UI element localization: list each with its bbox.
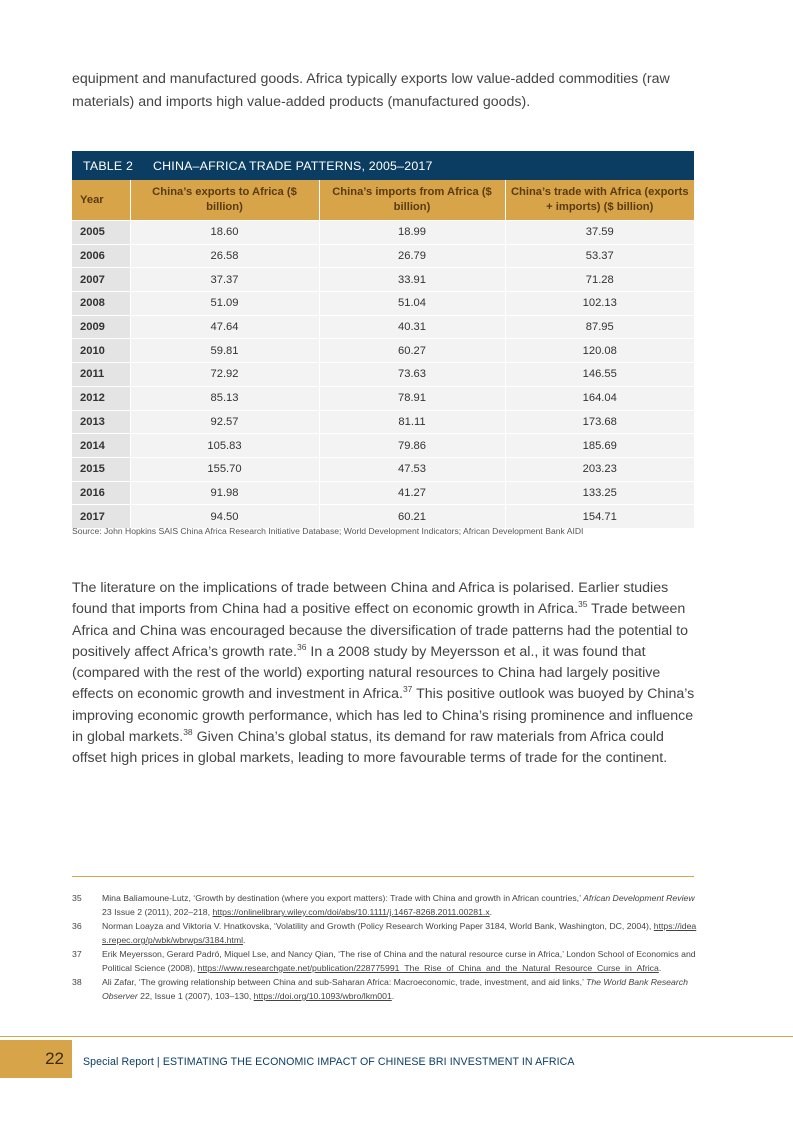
footnote-number: 37 <box>72 949 82 959</box>
body-text <box>72 578 702 770</box>
value-cell: 51.09 <box>130 292 319 316</box>
footnote-divider <box>72 876 694 877</box>
intro-text: equipment and manufactured goods. Africa typically exports low value-added commodities (raw materials) and imports high value-added products (manufactured goods). <box>72 71 670 110</box>
value-cell: 59.81 <box>130 339 319 363</box>
body-sentence-2: Trade between Africa and China was encouraged because the diversification of trade patterns had the potential to positively affect Africa’s growth rate. <box>72 601 688 660</box>
year-cell: 2005 <box>72 221 130 245</box>
year-cell: 2006 <box>72 244 130 268</box>
table-row <box>72 292 694 316</box>
table-row <box>72 363 694 387</box>
value-cell: 47.53 <box>319 457 505 481</box>
header-year: Year <box>72 180 130 221</box>
value-cell: 60.27 <box>319 339 505 363</box>
value-cell: 203.23 <box>505 457 694 481</box>
value-cell: 37.59 <box>505 221 694 245</box>
value-cell: 105.83 <box>130 434 319 458</box>
table-row <box>72 244 694 268</box>
year-cell: 2014 <box>72 434 130 458</box>
year-cell: 2012 <box>72 386 130 410</box>
footnote <box>72 891 697 919</box>
footnote-link[interactable]: https://doi.org/10.1093/wbro/lkm001 <box>253 991 392 1001</box>
footnote-link[interactable]: https://onlinelibrary.wiley.com/doi/abs/10.1111/j.1467-8268.2011.00281.x <box>212 907 490 917</box>
value-cell: 155.70 <box>130 457 319 481</box>
footnote-text: 22, Issue 1 (2007), 103–130, <box>137 991 254 1001</box>
value-cell: 85.13 <box>130 386 319 410</box>
footnote-text: Mina Baliamoune-Lutz, ‘Growth by destination (where you export matters): Trade with China and growth in African countries,’ <box>102 893 584 903</box>
value-cell: 73.63 <box>319 363 505 387</box>
footnote-number: 36 <box>72 921 82 931</box>
value-cell: 120.08 <box>505 339 694 363</box>
value-cell: 102.13 <box>505 292 694 316</box>
body-sentence-3: In a 2008 study by Meyersson et al., it was found that (compared with the rest of the world) exporting natural resources to China had largely positive effects on economic growth and investment in Africa. <box>72 643 661 703</box>
footnote <box>72 947 697 975</box>
value-cell: 51.04 <box>319 292 505 316</box>
body-sentence-5: Given China’s global status, its demand for raw materials from Africa could offset high prices in global markets, leading to more favourable terms of trade for the continent. <box>72 729 668 767</box>
year-cell: 2008 <box>72 292 130 316</box>
table-source: Source: John Hopkins SAIS China Africa Research Initiative Database; World Development Indicators; African Development Bank AIDI <box>72 526 584 536</box>
footnote-text: 23 Issue 2 (2011), 202–218, <box>102 907 213 917</box>
value-cell: 18.60 <box>130 221 319 245</box>
value-cell: 18.99 <box>319 221 505 245</box>
table-row <box>72 386 694 410</box>
footer-divider <box>0 1036 793 1037</box>
intro-paragraph <box>72 68 712 114</box>
year-cell: 2011 <box>72 363 130 387</box>
value-cell: 78.91 <box>319 386 505 410</box>
table-caption-bar <box>72 151 694 180</box>
value-cell: 87.95 <box>505 315 694 339</box>
value-cell: 26.58 <box>130 244 319 268</box>
table-row <box>72 221 694 245</box>
table-row <box>72 339 694 363</box>
footnotes <box>72 891 697 1003</box>
footnote-link[interactable]: https://ideas.repec.org/p/wbk/wbrwps/3184.html <box>102 921 697 945</box>
footnote-ref-37[interactable]: 37 <box>402 684 413 695</box>
value-cell: 41.27 <box>319 481 505 505</box>
body-sentence-4: This positive outlook was buoyed by China’s improving economic growth performance, which has led to China’s rising prominence and influence in global markets. <box>72 686 695 746</box>
value-cell: 81.11 <box>319 410 505 434</box>
table-number: TABLE 2 <box>83 158 134 173</box>
table-row <box>72 410 694 434</box>
footnote-ref-36[interactable]: 36 <box>297 641 307 652</box>
value-cell: 72.92 <box>130 363 319 387</box>
table-row <box>72 505 694 528</box>
value-cell: 33.91 <box>319 268 505 292</box>
year-cell: 2015 <box>72 457 130 481</box>
table-row <box>72 315 694 339</box>
value-cell: 94.50 <box>130 505 319 528</box>
page-number: 22 <box>0 1040 72 1078</box>
year-cell: 2016 <box>72 481 130 505</box>
value-cell: 185.69 <box>505 434 694 458</box>
value-cell: 164.04 <box>505 386 694 410</box>
body-sentence-1: The literature on the implications of trade between China and Africa is polarised. Earlier studies found that imports from China had a positive effect on economic growth in Africa. <box>72 580 669 618</box>
value-cell: 173.68 <box>505 410 694 434</box>
value-cell: 37.37 <box>130 268 319 292</box>
header-total-trade: China’s trade with Africa (exports + imports) ($ billion) <box>505 180 694 221</box>
footnote-text: Ali Zafar, ‘The growing relationship between China and sub-Saharan Africa: Macroeconomic, trade, investment, and aid links,’ <box>102 977 587 987</box>
value-cell: 91.98 <box>130 481 319 505</box>
table-row <box>72 434 694 458</box>
value-cell: 154.71 <box>505 505 694 528</box>
footnote-link[interactable]: https://www.researchgate.net/publication/228775991_The_Rise_of_China_and_the_Natural_Resource_Curse_in_Africa <box>197 963 659 973</box>
value-cell: 47.64 <box>130 315 319 339</box>
table-header-row <box>72 180 694 221</box>
footnote <box>72 919 697 947</box>
footnote-ref-38[interactable]: 38 <box>183 727 193 738</box>
trade-table <box>72 151 694 528</box>
footnote-journal: The World Bank Research Observer <box>102 977 688 1001</box>
year-cell: 2009 <box>72 315 130 339</box>
year-cell: 2013 <box>72 410 130 434</box>
footnote-text: Norman Loayza and Viktoria V. Hnatkovska, ‘Volatility and Growth (Policy Research Working Paper 3184, World Bank, Washington, DC, 2004), <box>102 921 654 931</box>
header-exports: China’s exports to Africa ($ billion) <box>130 180 319 221</box>
year-cell: 2010 <box>72 339 130 363</box>
footnote-text: . <box>391 991 395 1001</box>
footnote-text: . <box>243 935 246 945</box>
value-cell: 26.79 <box>319 244 505 268</box>
footnote-number: 35 <box>72 893 82 903</box>
value-cell: 146.55 <box>505 363 694 387</box>
table-row <box>72 457 694 481</box>
year-cell: 2007 <box>72 268 130 292</box>
value-cell: 92.57 <box>130 410 319 434</box>
value-cell: 79.86 <box>319 434 505 458</box>
trade-data-table <box>72 180 694 528</box>
table-row <box>72 268 694 292</box>
value-cell: 53.37 <box>505 244 694 268</box>
footnote-text: Erik Meyersson, Gerard Padró, Miquel Lse, and Nancy Qian, ‘The rise of China and the natural resource curse in Africa,’ London School of Economics and Political Science (2008), <box>102 949 696 973</box>
table-title: CHINA–AFRICA TRADE PATTERNS, 2005–2017 <box>153 158 433 173</box>
footnote-number: 38 <box>72 977 82 987</box>
value-cell: 133.25 <box>505 481 694 505</box>
year-cell: 2017 <box>72 505 130 528</box>
value-cell: 40.31 <box>319 315 505 339</box>
body-paragraph <box>72 578 702 770</box>
running-footer: Special Report | ESTIMATING THE ECONOMIC IMPACT OF CHINESE BRI INVESTMENT IN AFRICA <box>83 1056 575 1068</box>
table-row <box>72 481 694 505</box>
footnote-text: . <box>489 907 493 917</box>
value-cell: 71.28 <box>505 268 694 292</box>
value-cell: 60.21 <box>319 505 505 528</box>
footnote-text: . <box>658 963 662 973</box>
footnote-ref-35[interactable]: 35 <box>578 599 588 610</box>
header-imports: China’s imports from Africa ($ billion) <box>319 180 505 221</box>
footnote-journal: African Development Review <box>583 893 695 903</box>
footnote <box>72 975 697 1003</box>
